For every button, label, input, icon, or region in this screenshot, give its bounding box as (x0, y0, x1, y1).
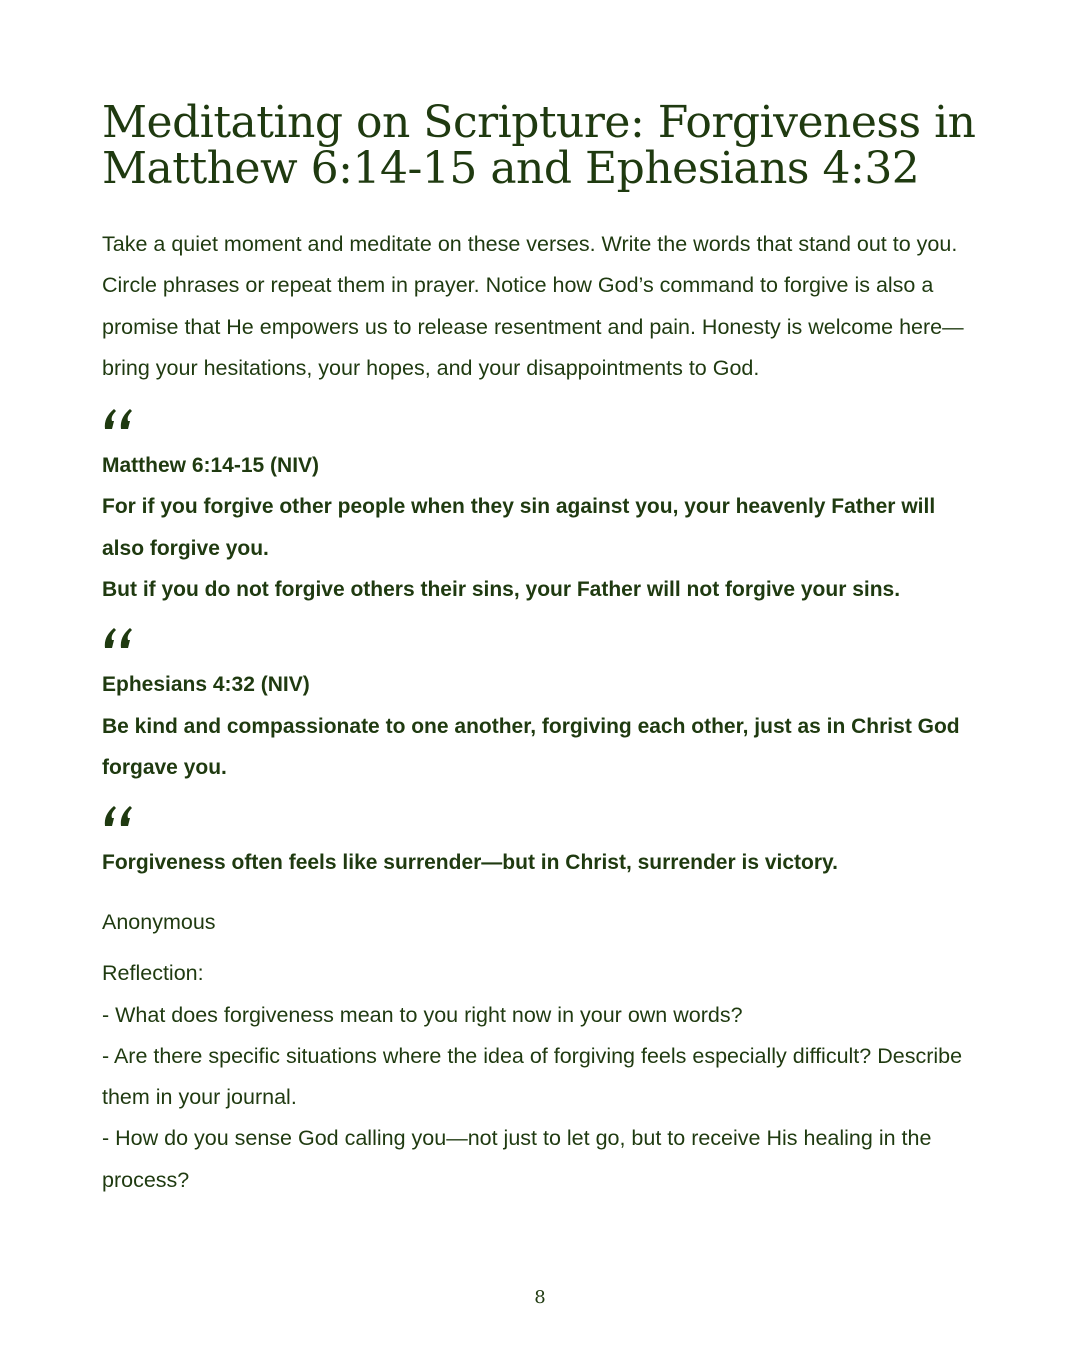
quote-icon (102, 804, 982, 834)
scripture-quote-matthew (102, 407, 982, 610)
page-title (102, 97, 982, 194)
intro-paragraph: Take a quiet moment and meditate on these verses. Write the words that stand out to you. Circle phrases or repeat them in prayer. Notice how God’s command to forgive is also a promise that He empowers us to release resentment and pain. Honesty is welcome here—bring your hesitations, your hopes, and your disappointments to God. (102, 232, 964, 380)
reflection-section (102, 953, 982, 1201)
quote-icon (102, 407, 982, 437)
quote-icon (102, 626, 982, 656)
reflection-item: - What does forgiveness mean to you right now in your own words? (102, 1002, 743, 1027)
quote-line: Forgiveness often feels like surrender—but in Christ, surrender is victory. (102, 851, 838, 875)
quote-reference: Matthew 6:14-15 (NIV) (102, 454, 320, 478)
quote-line: For if you forgive other people when they sin against you, your heavenly Father will also forgive you. (102, 495, 936, 560)
reflection-heading: Reflection: (102, 961, 204, 986)
page-title-line-2: Matthew 6:14-15 and Ephesians 4:32 (102, 143, 920, 194)
page-title-line-1: Meditating on Scripture: Forgiveness in (102, 97, 976, 148)
page-content (102, 97, 982, 1201)
quote-attribution: Anonymous (102, 910, 216, 935)
quote-line: Be kind and compassionate to one another, forgiving each other, just as in Christ God forgave you. (102, 714, 960, 779)
page-number: 8 (534, 1287, 546, 1308)
reflection-item: - Are there specific situations where the idea of forgiving feels especially difficult? Describe them in your journal. (102, 1043, 963, 1110)
anonymous-quote (102, 804, 982, 943)
quote-reference: Ephesians 4:32 (NIV) (102, 673, 310, 697)
reflection-item: - How do you sense God calling you—not just to let go, but to receive His healing in the process? (102, 1126, 932, 1192)
quote-line: But if you do not forgive others their sins, your Father will not forgive your sins. (102, 578, 901, 602)
scripture-quote-ephesians (102, 626, 982, 788)
